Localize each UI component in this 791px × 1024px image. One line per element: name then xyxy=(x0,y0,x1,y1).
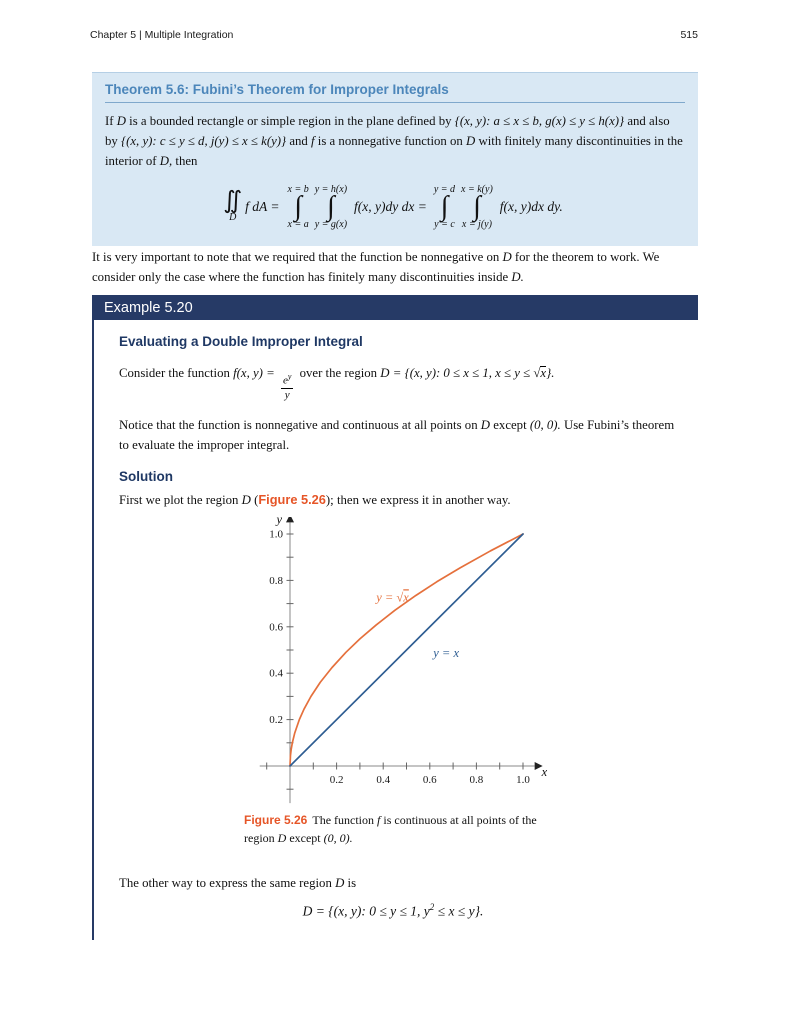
running-head: Chapter 5 | Multiple Integration xyxy=(90,29,234,41)
math-inline: f xyxy=(377,812,381,827)
math-inline: D xyxy=(502,250,512,264)
curve-label: y = x xyxy=(433,645,460,660)
x-tick-label: 0.4 xyxy=(376,773,391,786)
integral-glyph: ∫ xyxy=(294,191,302,223)
solution-paragraph: First we plot the region D (Figure 5.26); then we express it in another way. xyxy=(119,492,511,508)
x-axis-label: x xyxy=(541,764,548,779)
lower-limit: y = c xyxy=(434,218,455,230)
math-inline: ≤ x ≤ y}. xyxy=(434,903,484,919)
math-inline: f(x, y) = xyxy=(233,366,278,380)
math-inline: (0, 0). xyxy=(529,418,561,432)
lower-limit: x = j(y) xyxy=(461,218,492,230)
curve-label: y = √x xyxy=(376,589,409,604)
integrand-lhs: f dA = xyxy=(245,199,280,215)
math-inline: D = {(x, y): 0 ≤ y ≤ 1, y xyxy=(302,903,430,919)
math-inline: D xyxy=(277,830,287,845)
math-superscript: 2 xyxy=(429,901,435,912)
y-tick-label: 0.2 xyxy=(269,713,283,726)
theorem-body: If D is a bounded rectangle or simple region in the plane defined by {(x, y): a ≤ x ≤ b, g(x) ≤ y ≤ h(x)} and also by {(x, y): c ≤ y ≤ d, j(y) ≤ x ≤ k(y)} and f is a nonnegative function on D with finitely many discontinuities in the interior of D, then xyxy=(105,114,683,169)
x-tick-label: 0.8 xyxy=(469,773,484,786)
y-axis-label: y xyxy=(276,516,282,527)
integrand-1: f(x, y)dy dx = xyxy=(354,199,427,215)
y-tick-label: 0.8 xyxy=(269,574,283,587)
series-1 xyxy=(290,534,523,766)
y-axis-arrow xyxy=(286,517,294,522)
math-inline: D = {(x, y): 0 ≤ x ≤ 1, x ≤ y ≤ xyxy=(380,366,534,380)
math-inline: D, xyxy=(159,154,173,169)
upper-limit: y = d xyxy=(433,183,456,195)
math-inline: D xyxy=(241,493,251,508)
figure-5-26 xyxy=(238,517,554,847)
iint-glyph: ∬ xyxy=(223,188,243,215)
example-paragraph-1: Consider the function f(x, y) = $\frac{e^y}{y}$ over the region D = {(x, y): 0 ≤ x ≤ 1, x ≤ y ≤ √x}. xyxy=(119,366,555,401)
lower-limit: x = a xyxy=(287,218,309,230)
figure-caption: Figure 5.26 The function f is continuous at all points of the region D except (0, 0). xyxy=(244,812,537,845)
integral-y-inner xyxy=(315,184,347,231)
page-header xyxy=(90,29,698,41)
integral-x-inner xyxy=(461,184,493,231)
theorem-equation xyxy=(105,184,685,231)
y-tick-label: 0.6 xyxy=(269,620,283,633)
theorem-box xyxy=(92,72,698,246)
region-equation xyxy=(119,902,667,920)
y-tick-label: 0.4 xyxy=(269,667,283,680)
math-inline: f xyxy=(311,134,315,149)
radical-sign: √ xyxy=(533,366,541,380)
figure-reference[interactable]: Figure 5.26 xyxy=(258,492,326,508)
integrand-2: f(x, y)dx dy. xyxy=(499,199,563,215)
x-tick-label: 0.6 xyxy=(422,773,437,786)
math-inline: (0, 0). xyxy=(323,830,353,845)
math-inline: {(x, y): c ≤ y ≤ d, j(y) ≤ x ≤ k(y)} xyxy=(121,134,287,149)
math-inline: D xyxy=(480,418,491,432)
integral-glyph: ∫ xyxy=(440,191,449,223)
integral-x-outer xyxy=(288,184,309,231)
example-banner xyxy=(92,295,698,320)
double-integral-symbol xyxy=(223,188,243,223)
example-paragraph-2: Notice that the function is nonnegative and continuous at all points on D except (0, 0). Use Fubini’s theorem to evaluate the improper integral. xyxy=(119,418,675,453)
x-tick-label: 0.2 xyxy=(329,773,344,786)
example-body xyxy=(92,320,698,940)
upper-limit: x = k(y) xyxy=(461,183,493,195)
math-inline: }. xyxy=(546,366,555,380)
example-banner-label: Example 5.20 xyxy=(104,299,193,316)
integral-glyph: ∫ xyxy=(473,191,481,223)
math-inline: D xyxy=(335,875,345,890)
upper-limit: x = b xyxy=(287,183,309,195)
bottom-paragraph: The other way to express the same region D is xyxy=(119,875,357,890)
radicand: x xyxy=(540,366,547,380)
integral-glyph: ∫ xyxy=(327,191,335,223)
figure-chart xyxy=(238,517,554,809)
solution-heading: Solution xyxy=(119,469,173,485)
lower-limit: y = g(x) xyxy=(314,218,348,230)
x-tick-label: 1.0 xyxy=(516,773,530,786)
integral-y-outer xyxy=(434,184,455,231)
example-block xyxy=(92,295,698,940)
upper-limit: y = h(x) xyxy=(314,183,348,195)
page-number: 515 xyxy=(680,29,698,41)
iint-domain: D xyxy=(229,211,237,223)
math-inline: D xyxy=(466,134,476,149)
note-paragraph: It is very important to note that we required that the function be nonnegative on D for the theorem to work. We consider only the case where the function has finitely many discontinuities inside D. xyxy=(92,250,660,285)
math-inline: D. xyxy=(511,270,524,285)
y-tick-label: 1.0 xyxy=(269,528,283,541)
figure-reference: Figure 5.26 xyxy=(244,812,308,827)
math-inline: D xyxy=(116,114,126,128)
example-heading: Evaluating a Double Improper Integral xyxy=(119,334,363,349)
theorem-title: Theorem 5.6: Fubini’s Theorem for Improper Integrals xyxy=(105,82,685,103)
math-inline: {(x, y): a ≤ x ≤ b, g(x) ≤ y ≤ h(x)} xyxy=(454,114,625,128)
fraction: $\frac{e^y}{y}$ xyxy=(282,372,292,401)
